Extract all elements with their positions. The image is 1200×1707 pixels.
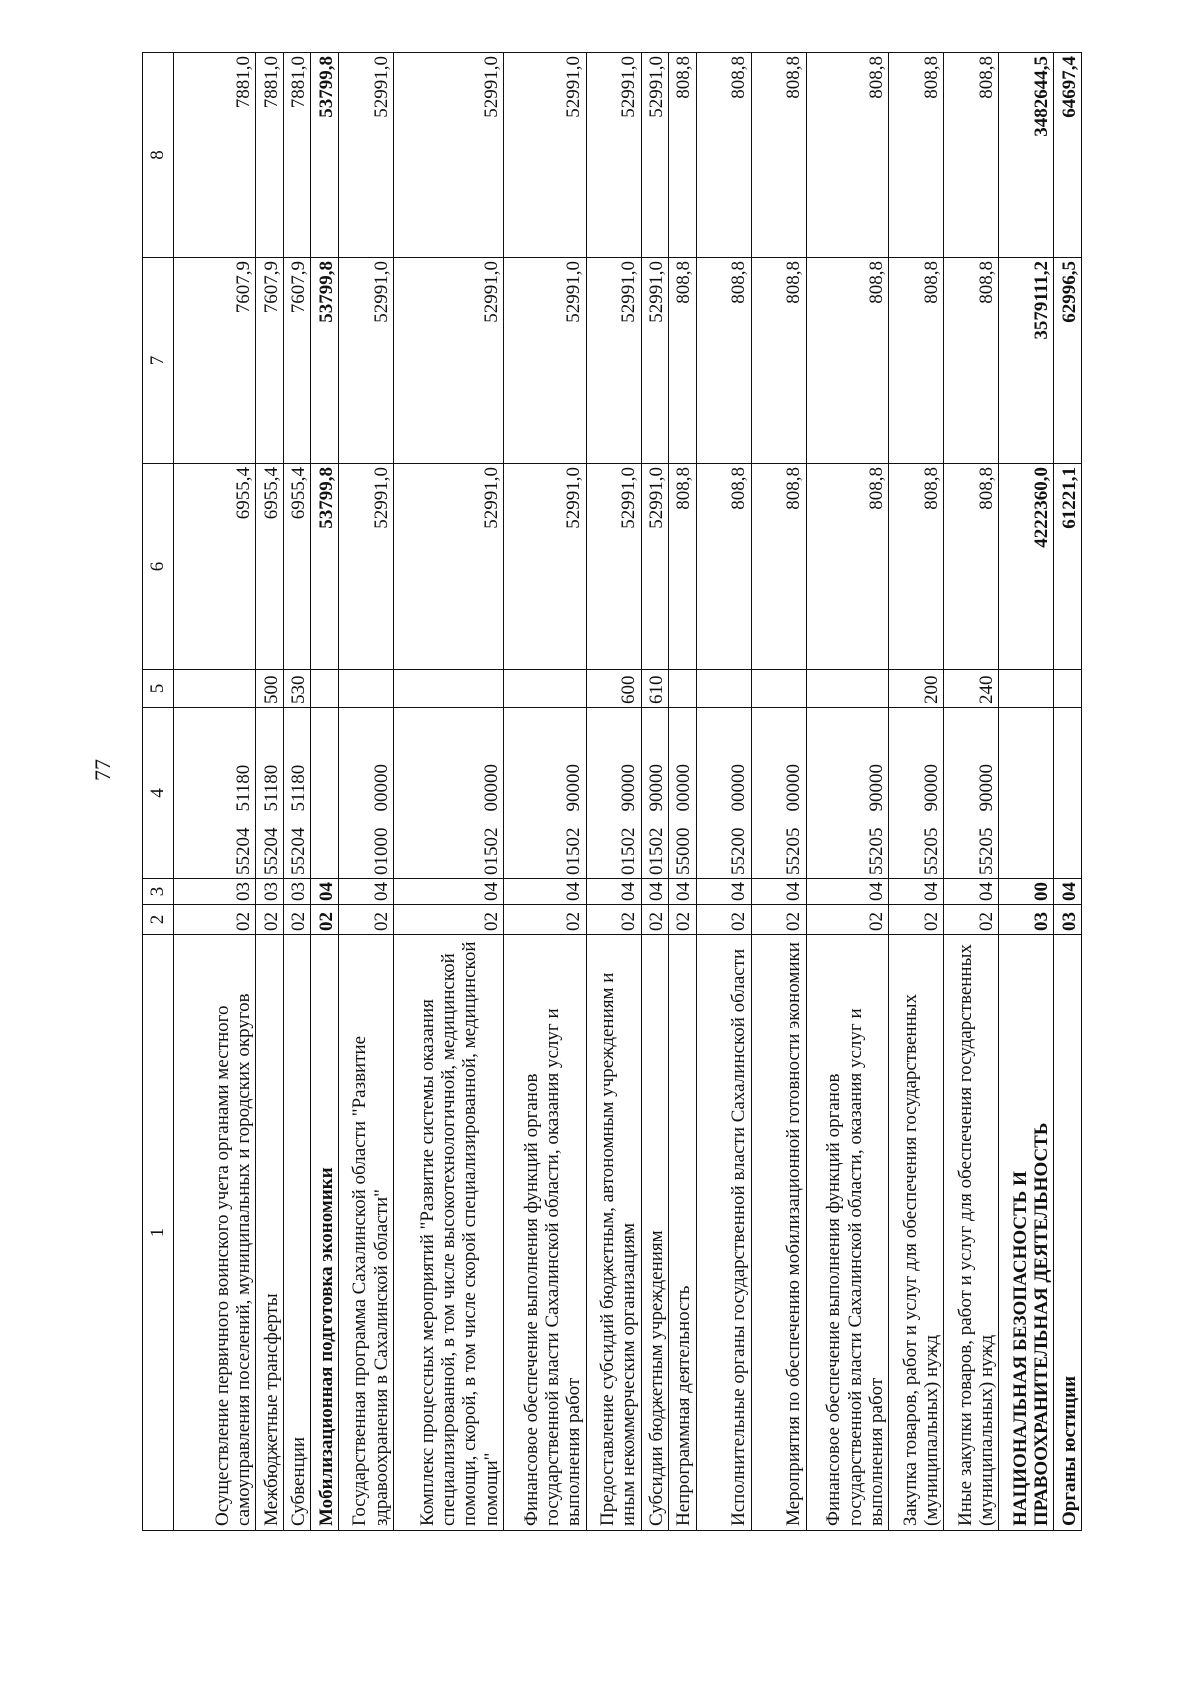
- row-code-4-direction: 00000: [673, 764, 695, 812]
- row-code-4-direction: 90000: [618, 764, 640, 812]
- rotated-table-container: [142, 53, 1082, 1531]
- budget-table: [142, 52, 1082, 1531]
- row-name: Мобилизационная подготовка экономики: [311, 935, 339, 1531]
- row-code-3: 04: [806, 879, 889, 905]
- row-value-8: 64697,4: [1054, 53, 1082, 258]
- row-code-3: 04: [669, 879, 697, 905]
- row-code-5: [393, 670, 503, 708]
- row-code-4: [751, 708, 806, 879]
- row-code-4-direction: 90000: [865, 764, 887, 812]
- row-code-2: 02: [338, 905, 393, 935]
- row-value-7: 7607,9: [173, 258, 256, 464]
- row-value-6: 808,8: [751, 464, 806, 670]
- row-code-3: 03: [173, 879, 256, 905]
- header-col-2: 2: [143, 905, 174, 935]
- page-number: 77: [90, 759, 115, 781]
- row-code-4: [338, 708, 393, 879]
- row-name: Непрограммная деятельность: [669, 935, 697, 1531]
- row-code-5: 530: [283, 670, 311, 708]
- row-value-7: 808,8: [751, 258, 806, 464]
- row-value-8: 808,8: [696, 53, 751, 258]
- row-code-3: 04: [944, 879, 999, 905]
- row-name: Закупка товаров, работ и услуг для обеспечения государственных (муниципальных) нужд: [889, 935, 944, 1531]
- row-value-6: 52991,0: [586, 464, 641, 670]
- row-code-4-program: 55204: [232, 827, 254, 875]
- row-value-7: 808,8: [669, 258, 697, 464]
- row-value-7: 808,8: [696, 258, 751, 464]
- row-code-3: 04: [393, 879, 503, 905]
- header-row: [143, 53, 174, 1531]
- row-code-4-program: 55205: [783, 827, 805, 875]
- row-code-2: 02: [669, 905, 697, 935]
- row-code-4-direction: 00000: [728, 764, 750, 812]
- row-value-6: 6955,4: [173, 464, 256, 670]
- table-row: [173, 53, 256, 1531]
- row-code-5: [503, 670, 586, 708]
- row-value-8: 52991,0: [641, 53, 669, 258]
- row-code-4: [283, 708, 311, 879]
- row-code-2: 02: [889, 905, 944, 935]
- table-row: [751, 53, 806, 1531]
- header-col-3: 3: [143, 879, 174, 905]
- row-name: Мероприятия по обеспечению мобилизационной готовности экономики: [751, 935, 806, 1531]
- row-name: Межбюджетные трансферты: [256, 935, 284, 1531]
- row-code-2: 02: [586, 905, 641, 935]
- row-value-8: 7881,0: [173, 53, 256, 258]
- row-code-4: [944, 708, 999, 879]
- row-name: Субсидии бюджетным учреждениям: [641, 935, 669, 1531]
- row-code-5: [806, 670, 889, 708]
- row-value-8: 3482644,5: [999, 53, 1054, 258]
- row-value-6: 808,8: [889, 464, 944, 670]
- row-value-7: 62996,5: [1054, 258, 1082, 464]
- table-row: [999, 53, 1054, 1531]
- row-value-6: 52991,0: [393, 464, 503, 670]
- row-value-6: 61221,1: [1054, 464, 1082, 670]
- row-code-5: 610: [641, 670, 669, 708]
- row-code-4: [173, 708, 256, 879]
- row-code-4: [393, 708, 503, 879]
- table-row: [338, 53, 393, 1531]
- row-code-3: 04: [696, 879, 751, 905]
- row-code-2: 02: [173, 905, 256, 935]
- row-code-4-program: 55205: [976, 827, 998, 875]
- row-code-2: 02: [256, 905, 284, 935]
- row-code-4-direction: 00000: [370, 764, 392, 812]
- row-code-4: [641, 708, 669, 879]
- table-row: [806, 53, 889, 1531]
- row-code-4: [889, 708, 944, 879]
- row-name: Комплекс процессных мероприятий "Развитие системы оказания специализированной, в том числе высокотехнологичной, медицинской помощи, скорой, в том числе скорой специализированной, медицинской помощи": [393, 935, 503, 1531]
- table-row: [586, 53, 641, 1531]
- row-name: Государственная программа Сахалинской области "Развитие здравоохранения в Сахалинской области": [338, 935, 393, 1531]
- row-value-8: 808,8: [751, 53, 806, 258]
- row-value-6: 808,8: [696, 464, 751, 670]
- row-name: Исполнительные органы государственной власти Сахалинской области: [696, 935, 751, 1531]
- table-row: [669, 53, 697, 1531]
- row-name: Субвенции: [283, 935, 311, 1531]
- row-code-5: 240: [944, 670, 999, 708]
- row-code-3: 04: [641, 879, 669, 905]
- row-code-4-program: 55204: [288, 827, 310, 875]
- row-value-8: 52991,0: [393, 53, 503, 258]
- row-code-2: 02: [283, 905, 311, 935]
- row-value-8: 808,8: [806, 53, 889, 258]
- row-value-8: 52991,0: [586, 53, 641, 258]
- row-code-4-direction: 51180: [260, 764, 282, 812]
- row-code-3: 04: [338, 879, 393, 905]
- table-row: [696, 53, 751, 1531]
- row-value-7: 7607,9: [256, 258, 284, 464]
- row-name: Финансовое обеспечение выполнения функций органов государственной власти Сахалинской области, оказания услуг и выполнения работ: [503, 935, 586, 1531]
- row-code-5: [669, 670, 697, 708]
- row-code-5: [751, 670, 806, 708]
- row-code-4-direction: 90000: [921, 764, 943, 812]
- row-name: Осуществление первичного воинского учета органами местного самоуправления поселений, муниципальных и городских округов: [173, 935, 256, 1531]
- row-name: НАЦИОНАЛЬНАЯ БЕЗОПАСНОСТЬ И ПРАВООХРАНИТЕЛЬНАЯ ДЕЯТЕЛЬНОСТЬ: [999, 935, 1054, 1531]
- row-code-4: [1054, 708, 1082, 879]
- row-code-4-direction: 00000: [783, 764, 805, 812]
- header-col-1: 1: [143, 935, 174, 1531]
- row-value-6: 52991,0: [641, 464, 669, 670]
- row-code-4-direction: 90000: [976, 764, 998, 812]
- row-value-7: 808,8: [806, 258, 889, 464]
- row-code-5: 500: [256, 670, 284, 708]
- row-code-3: 04: [1054, 879, 1082, 905]
- row-value-7: 53799,8: [311, 258, 339, 464]
- row-code-4: [586, 708, 641, 879]
- row-value-7: 808,8: [944, 258, 999, 464]
- header-col-8: 8: [143, 53, 174, 258]
- row-code-4: [256, 708, 284, 879]
- header-col-4: 4: [143, 708, 174, 879]
- row-code-2: 02: [696, 905, 751, 935]
- table-row: [503, 53, 586, 1531]
- row-code-4: [311, 708, 339, 879]
- row-code-2: 02: [311, 905, 339, 935]
- row-code-4: [696, 708, 751, 879]
- header-col-6: 6: [143, 464, 174, 670]
- row-code-4-program: 55200: [728, 827, 750, 875]
- row-code-5: [1054, 670, 1082, 708]
- row-code-4-program: 55205: [921, 827, 943, 875]
- row-code-2: 02: [641, 905, 669, 935]
- table-row: [311, 53, 339, 1531]
- row-code-4: [806, 708, 889, 879]
- row-value-6: 52991,0: [503, 464, 586, 670]
- table-row: [889, 53, 944, 1531]
- table-row: [283, 53, 311, 1531]
- row-code-4-direction: 51180: [288, 764, 310, 812]
- row-code-5: [999, 670, 1054, 708]
- row-value-7: 52991,0: [393, 258, 503, 464]
- row-value-7: 3579111,2: [999, 258, 1054, 464]
- row-code-4-program: 01000: [370, 827, 392, 875]
- row-code-2: 02: [393, 905, 503, 935]
- row-code-3: 04: [586, 879, 641, 905]
- row-code-2: 03: [1054, 905, 1082, 935]
- row-value-6: 808,8: [944, 464, 999, 670]
- row-code-5: [338, 670, 393, 708]
- row-name: Органы юстиции: [1054, 935, 1082, 1531]
- row-code-5: [311, 670, 339, 708]
- row-code-4-direction: 00000: [480, 764, 502, 812]
- row-code-2: 02: [944, 905, 999, 935]
- row-code-4-direction: 90000: [563, 764, 585, 812]
- row-code-4: [669, 708, 697, 879]
- row-value-6: 52991,0: [338, 464, 393, 670]
- row-name: Финансовое обеспечение выполнения функций органов государственной власти Сахалинской области, оказания услуг и выполнения работ: [806, 935, 889, 1531]
- row-value-6: 6955,4: [283, 464, 311, 670]
- table-row: [393, 53, 503, 1531]
- row-code-3: 04: [311, 879, 339, 905]
- row-value-7: 52991,0: [586, 258, 641, 464]
- row-value-6: 4222360,0: [999, 464, 1054, 670]
- row-code-2: 02: [806, 905, 889, 935]
- row-code-3: 03: [283, 879, 311, 905]
- table-row: [944, 53, 999, 1531]
- row-value-6: 808,8: [806, 464, 889, 670]
- header-col-5: 5: [143, 670, 174, 708]
- row-code-5: [696, 670, 751, 708]
- row-code-5: 600: [586, 670, 641, 708]
- row-code-4: [503, 708, 586, 879]
- row-code-4-program: 55000: [673, 827, 695, 875]
- row-code-4-direction: 51180: [232, 764, 254, 812]
- row-value-7: 52991,0: [503, 258, 586, 464]
- row-name: Иные закупки товаров, работ и услуг для обеспечения государственных (муниципальных) нужд: [944, 935, 999, 1531]
- table-row: [256, 53, 284, 1531]
- row-code-3: 00: [999, 879, 1054, 905]
- row-code-5: 200: [889, 670, 944, 708]
- row-code-2: 02: [503, 905, 586, 935]
- row-code-4-direction: 90000: [645, 764, 667, 812]
- row-code-4-program: 01502: [563, 827, 585, 875]
- row-code-4-program: 01502: [480, 827, 502, 875]
- row-name: Предоставление субсидий бюджетным, автономным учреждениям и иным некоммерческим организациям: [586, 935, 641, 1531]
- table-row: [1054, 53, 1082, 1531]
- row-value-8: 808,8: [889, 53, 944, 258]
- row-value-7: 808,8: [889, 258, 944, 464]
- row-code-2: 02: [751, 905, 806, 935]
- row-value-8: 808,8: [669, 53, 697, 258]
- row-value-7: 7607,9: [283, 258, 311, 464]
- header-col-7: 7: [143, 258, 174, 464]
- row-value-8: 7881,0: [283, 53, 311, 258]
- row-value-7: 52991,0: [641, 258, 669, 464]
- row-code-4-program: 55204: [260, 827, 282, 875]
- row-code-3: 03: [256, 879, 284, 905]
- row-code-4-program: 55205: [865, 827, 887, 875]
- row-code-4-program: 01502: [618, 827, 640, 875]
- row-value-6: 53799,8: [311, 464, 339, 670]
- row-value-6: 6955,4: [256, 464, 284, 670]
- row-value-8: 808,8: [944, 53, 999, 258]
- row-code-3: 04: [751, 879, 806, 905]
- row-value-6: 808,8: [669, 464, 697, 670]
- row-code-3: 04: [503, 879, 586, 905]
- row-code-3: 04: [889, 879, 944, 905]
- row-code-5: [173, 670, 256, 708]
- row-value-8: 7881,0: [256, 53, 284, 258]
- table-row: [641, 53, 669, 1531]
- row-code-2: 03: [999, 905, 1054, 935]
- row-value-8: 53799,8: [311, 53, 339, 258]
- row-code-4-program: 01502: [645, 827, 667, 875]
- row-value-8: 52991,0: [338, 53, 393, 258]
- row-value-8: 52991,0: [503, 53, 586, 258]
- row-value-7: 52991,0: [338, 258, 393, 464]
- row-code-4: [999, 708, 1054, 879]
